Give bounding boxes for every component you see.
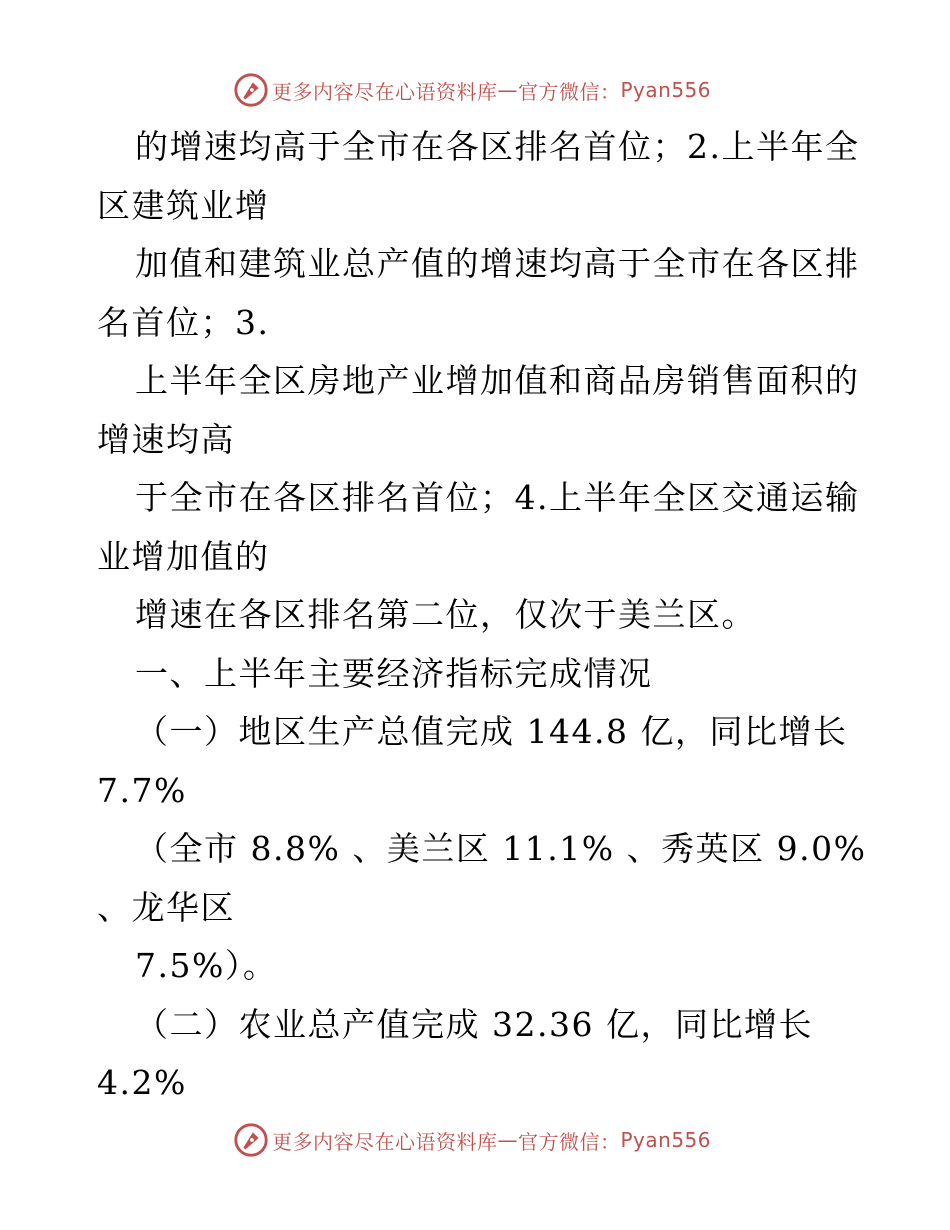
body-line: （一）地区生产总值完成 144.8 亿，同比增长 xyxy=(135,712,848,751)
page-header xyxy=(232,70,711,110)
pen-nib-circle-icon xyxy=(232,1121,270,1159)
body-line: 增速在各区排名第二位，仅次于美兰区。 xyxy=(135,595,756,634)
body-line: 加值和建筑业总产值的增速均高于全市在各区排 xyxy=(135,244,860,283)
footer-contact-value: Pyan556 xyxy=(620,1128,712,1152)
body-line: 7.5%）。 xyxy=(135,946,278,985)
body-line: 上半年全区房地产业增加值和商品房销售面积的 xyxy=(135,361,860,400)
body-line: 的增速均高于全市在各区排名首位；2.上半年全 xyxy=(135,127,860,166)
section-heading: 一、上半年主要经济指标完成情况 xyxy=(135,653,653,693)
footer-brand: 更多内容尽在心语资料库 xyxy=(272,1129,498,1154)
body-line: （二）农业总产值完成 32.36 亿，同比增长 xyxy=(135,1004,813,1044)
body-line: 4.2% xyxy=(97,1063,187,1102)
footer-separator: — xyxy=(497,1128,518,1152)
body-line: 、龙华区 xyxy=(97,887,235,927)
header-contact-value: Pyan556 xyxy=(620,78,712,102)
header-contact-label: 官方微信： xyxy=(518,79,621,104)
pen-nib-circle-icon xyxy=(232,71,270,109)
body-line: 于全市在各区排名首位；4.上半年全区交通运输 xyxy=(135,478,860,517)
body-line: 业增加值的 xyxy=(97,536,270,576)
footer-contact-label: 官方微信： xyxy=(518,1129,621,1154)
page-footer xyxy=(232,1120,711,1160)
document-body xyxy=(97,118,867,1113)
body-line: 区建筑业增 xyxy=(97,185,270,225)
body-line: 7.7% xyxy=(97,770,187,810)
header-brand: 更多内容尽在心语资料库 xyxy=(272,79,498,104)
body-line: 增速均高 xyxy=(97,419,235,459)
header-separator: — xyxy=(497,78,518,102)
body-line: 名首位；3. xyxy=(97,302,270,342)
body-line: （全市 8.8% 、美兰区 11.1% 、秀英区 9.0% xyxy=(135,829,867,868)
